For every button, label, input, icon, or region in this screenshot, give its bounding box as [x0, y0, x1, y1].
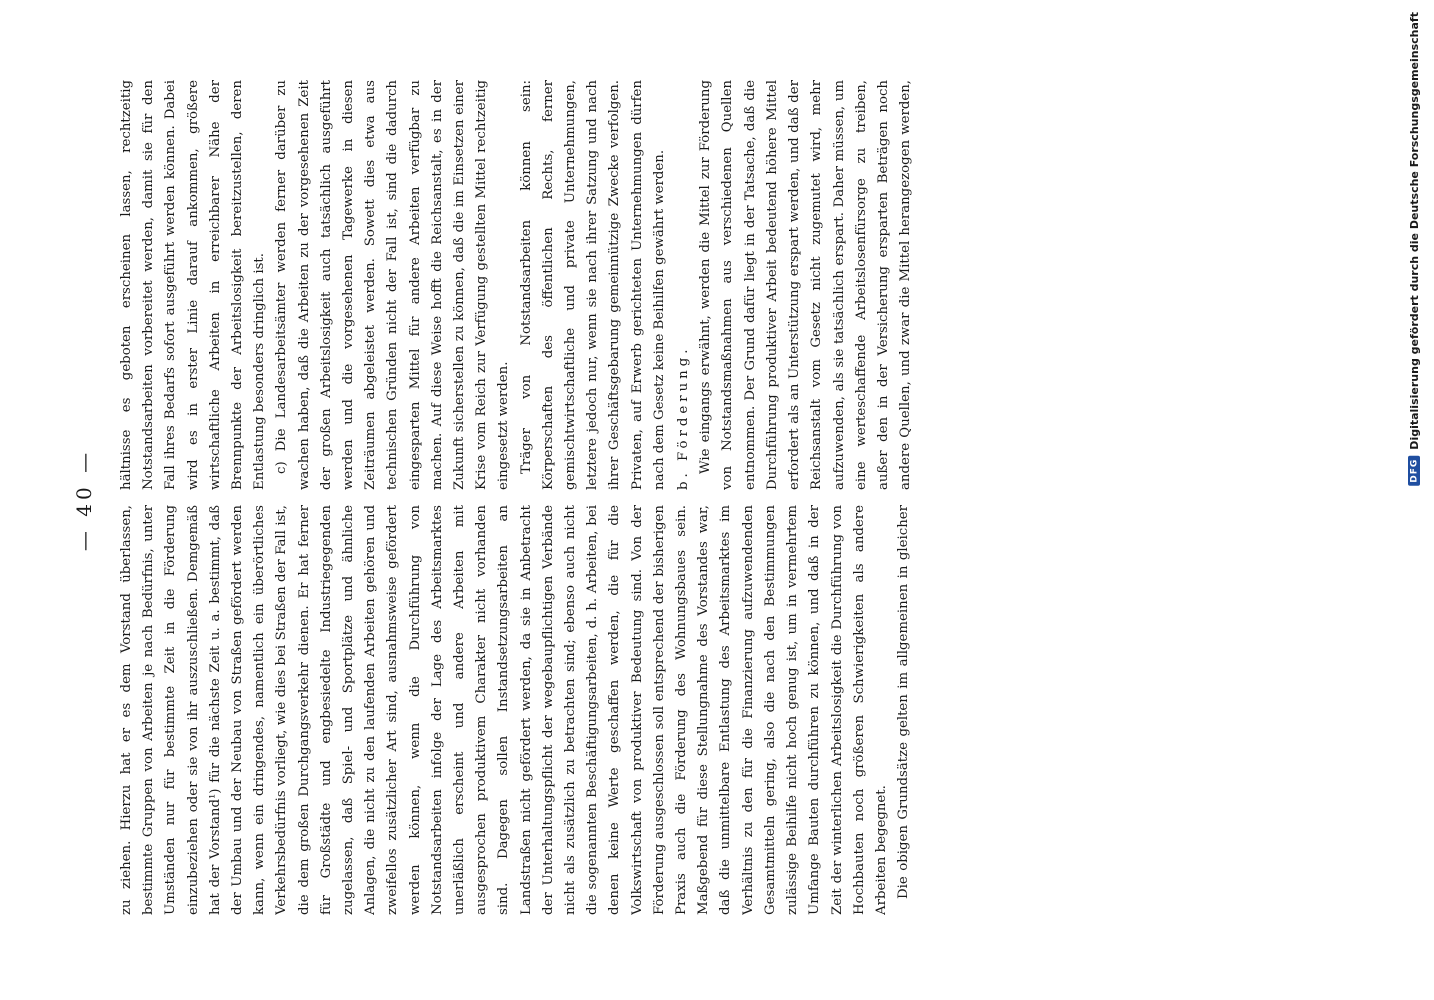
dfg-logo: DFG [1408, 456, 1420, 486]
right-text-column [116, 80, 916, 490]
page-number-header: — 40 — [72, 448, 96, 552]
credit-text: Digitalisierung gefördert durch die Deutsche Forschungsgemeinschaft [1407, 12, 1421, 450]
paragraph: Die obigen Grundsätze gelten im allgemeinen in gleicher [896, 505, 912, 899]
section-heading: b. Förderung. [676, 345, 692, 490]
paragraph: hältnisse es geboten erscheinen lassen, rechtzeitig Notstandsarbeiten vorbereitet werden, damit sie für den Fall ihres Bedarfs sofort ausgeführt werden können. Dabei wird es in erster Linie darauf ankommen, größere wirtschaftliche Arbeiten in erreichbarer Nähe der Brennpunkte der Arbeitslosigkeit bereitzustellen, deren Entlastung besonders dringlich ist. [119, 80, 268, 490]
digitization-credit [1402, 12, 1426, 987]
left-text-column [116, 505, 916, 915]
paragraph: Träger von Notstandsarbeiten können sein: Körperschaften des öffentlichen Rechts, ferner gemischtwirtschaftliche und private Unternehmungen, letztere jedoch nur, wenn sie nach ihrer Satzung und nach ihrer Geschäftsgebarung gemeinnützige Zwecke verfolgen. Privaten, auf Erwerb gerichteten Unternehmungen dürfen nach dem Gesetz keine Beihilfen gewährt werden. [518, 80, 667, 490]
paragraph: zu ziehen. Hierzu hat er es dem Vorstand überlassen, bestimmte Gruppen von Arbeiten je nach Bedürfnis, unter Umständen nur für bestimmte Zeit in die Förderung einzubeziehen oder sie von ihr auszuschließen. Demgemäß hat der Vorstand¹) für die nächste Zeit u. a. bestimmt, daß der Umbau und der Neubau von Straßen gefördert werden kann, wenn ein dringendes, namentlich ein überörtliches Verkehrsbedürfnis vorliegt, wie dies bei Straßen der Fall ist, die dem großen Durchgangsverkehr dienen. Er hat ferner für Großstädte und engbesiedelte Industriegegenden zugelassen, daß Spiel- und Sportplätze und ähnliche Anlagen, die nicht zu den laufenden Arbeiten gehören und zweifellos zusätzlicher Art sind, ausnahmsweise gefördert werden können, wenn die Durchführung von Notstandsarbeiten infolge der Lage des Arbeitsmarktes unerläßlich erscheint und andere Arbeiten mit ausgesprochen produktivem Charakter nicht vorhanden sind. Dagegen sollen Instandsetzungsarbeiten an Landstraßen nicht gefördert werden, da sie in Anbetracht der Unterhaltungspflicht der wegebaupflichtigen Verbände nicht als zusätzlich zu betrachten sind; ebenso auch nicht die sogenannten Beschäftigungsarbeiten, d. h. Arbeiten, bei denen keine Werte geschaffen werden, die für die Volkswirtschaft von produktiver Bedeutung sind. Von der Förderung ausgeschlossen soll entsprechend der bisherigen Praxis auch die Förderung des Wohnungsbaues sein. Maßgebend für diese Stellungnahme des Vorstandes war, daß die unmittelbare Entlastung des Arbeitsmarktes im Verhältnis zu den für die Finanzierung aufzuwendenden Gesamtmitteln gering, also die nach den Bestimmungen zulässige Beihilfe nicht hoch genug ist, um in vermehrtem Umfange Bauten durchführen zu können, und daß in der Zeit der winterlichen Arbeitslosigkeit die Durchführung von Hochbauten noch größeren Schwierigkeiten als andere Arbeiten begegnet. [119, 505, 889, 915]
paragraph: Wie eingangs erwähnt, werden die Mittel zur Förderung von Notstandsmaßnahmen aus verschiedenen Quellen entnommen. Der Grund dafür liegt in der Tatsache, daß die Durchführung produktiver Arbeit bedeutend höhere Mittel erfordert als an Unterstützung erspart werden, und daß der Reichsanstalt vom Gesetz nicht zugemutet wird, mehr aufzuwenden, als sie tatsächlich erspart. Daher müssen, um eine werteschaffende Arbeitslosenfürsorge zu treiben, außer den in der Versicherung ersparten Beträgen noch andere Quellen, und zwar die Mittel herangezogen werden, [698, 80, 914, 490]
paragraph: c) Die Landesarbeitsämter werden ferner darüber zu wachen haben, daß die Arbeiten zu der vorgesehenen Zeit der großen Arbeitslosigkeit auch tatsächlich ausgeführt werden und die vorgesehenen Tagewerke in diesen Zeiträumen abgeleistet werden. Sowett dies etwa aus technischen Gründen nicht der Fall ist, sind die dadurch eingesparten Mittel für andere Arbeiten verfügbar zu machen. Auf diese Weise hofft die Reichsanstalt, es in der Zukunft sicherstellen zu können, daß die im Einsetzen einer Krise vom Reich zur Verfügung gestellten Mittel rechtzeitig eingesetzt werden. [274, 80, 512, 490]
